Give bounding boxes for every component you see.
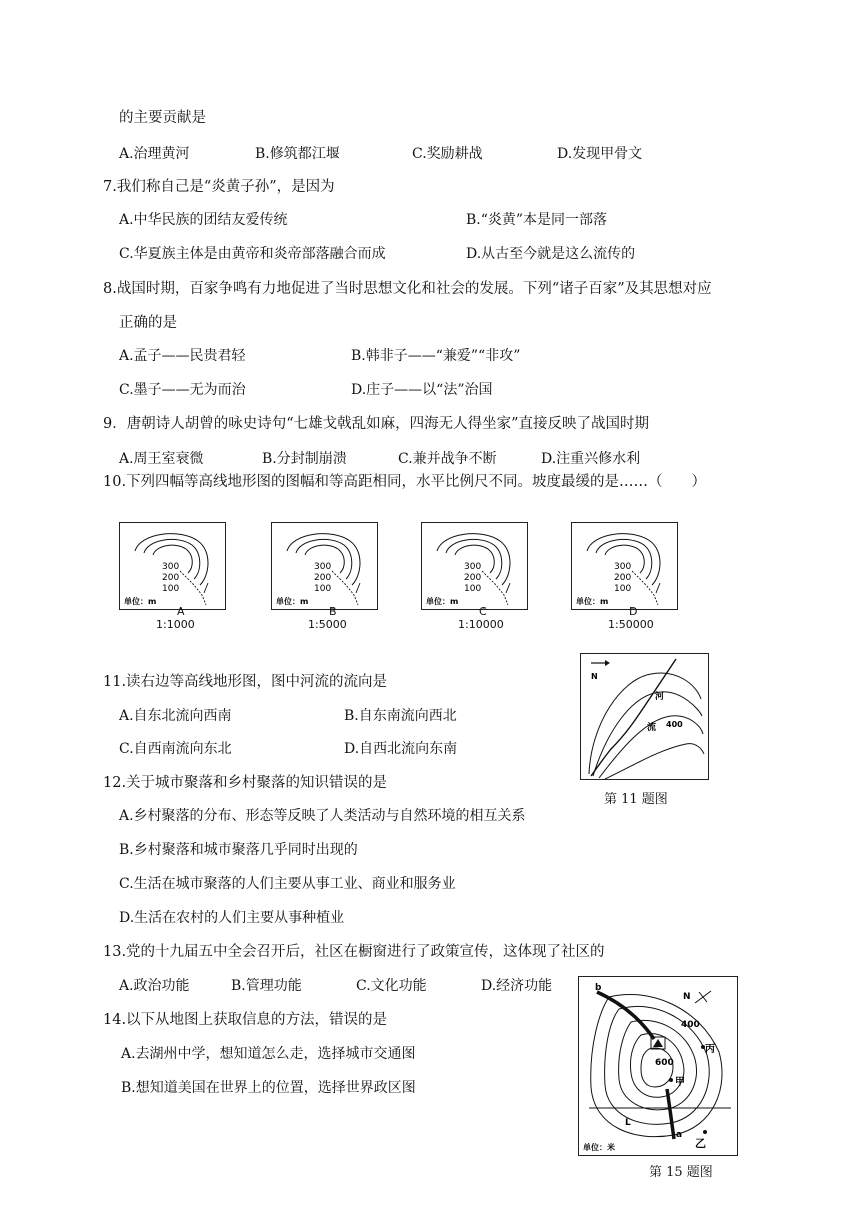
q10-map-a — [119, 522, 226, 610]
q15-contour-400: 400 — [681, 1020, 700, 1030]
q9-option-c: C.兼并战争不断 — [398, 451, 497, 467]
q11-option-c: C.自西南流向东北 — [119, 741, 232, 757]
q8-stem-line2: 正确的是 — [119, 315, 177, 331]
q10-map-letter-a: A — [177, 605, 185, 618]
q6-option-d: D.发现甲骨文 — [557, 146, 643, 162]
q11-figure-caption: 第 11 题图 — [604, 792, 668, 807]
q10-contour-200: 200 — [464, 573, 482, 583]
q8-option-c: C.墨子——无为而治 — [119, 382, 246, 398]
q10-map-letter-d: D — [629, 605, 638, 618]
q6-option-a: A.治理黄河 — [119, 146, 190, 162]
q15-contour-600: 600 — [655, 1058, 674, 1068]
q6-option-c: C.奖励耕战 — [412, 146, 483, 162]
q11-map — [580, 653, 709, 780]
q15-north-label: N — [683, 992, 691, 1002]
q10-contour-300: 300 — [314, 562, 332, 572]
q10-contour-200: 200 — [314, 573, 332, 583]
q10-contour-100: 100 — [614, 584, 632, 594]
q7-option-b: B.“炎黄”本是同一部落 — [466, 212, 608, 228]
q10-unit-label: 单位：m — [124, 597, 157, 606]
q10-map-scale-b: 1:5000 — [308, 618, 347, 631]
q15-map — [578, 976, 738, 1156]
q9-option-b: B.分封制崩溃 — [262, 451, 347, 467]
q13-stem: 13.党的十九届五中全会召开后，社区在橱窗进行了政策宣传，这体现了社区的 — [103, 944, 605, 960]
q11-option-a: A.自东北流向西南 — [119, 708, 232, 724]
q10-map-b — [271, 522, 378, 610]
q14-stem: 14.以下从地图上获取信息的方法，错误的是 — [103, 1012, 388, 1028]
q9-option-a: A.周王室衰微 — [119, 451, 204, 467]
q13-option-c: C.文化功能 — [356, 978, 427, 994]
q11-option-b: B.自东南流向西北 — [344, 708, 457, 724]
q14-option-b: B.想知道美国在世界上的位置，选择世界政区图 — [121, 1080, 416, 1096]
q13-option-d: D.经济功能 — [481, 978, 553, 994]
q12-option-c: C.生活在城市聚落的人们主要从事工业、商业和服务业 — [119, 876, 456, 892]
q10-unit-label: 单位：m — [426, 597, 459, 606]
q10-map-scale-d: 1:50000 — [608, 618, 654, 631]
q10-map-scale-a: 1:1000 — [156, 618, 195, 631]
q10-contour-300: 300 — [614, 562, 632, 572]
q11-stem: 11.读右边等高线地形图，图中河流的流向是 — [103, 674, 388, 690]
q10-map-letter-c: C — [479, 605, 487, 618]
q6-option-b: B.修筑都江堰 — [255, 146, 340, 162]
q7-option-c: C.华夏族主体是由黄帝和炎帝部落融合而成 — [119, 246, 386, 262]
q10-map-scale-c: 1:10000 — [458, 618, 504, 631]
q10-unit-label: 单位：m — [276, 597, 309, 606]
q6-stem-tail: 的主要贡献是 — [119, 110, 206, 126]
q15-label-jia: 甲 — [675, 1077, 685, 1088]
q11-north-label: N — [591, 672, 598, 681]
q15-label-L: L — [625, 1118, 631, 1128]
q10-map-c — [421, 522, 528, 610]
q10-contour-300: 300 — [162, 562, 180, 572]
q15-unit-label: 单位：米 — [583, 1143, 615, 1152]
q12-stem: 12.关于城市聚落和乡村聚落的知识错误的是 — [103, 775, 388, 791]
q10-map-d — [571, 522, 678, 610]
q8-option-d: D.庄子——以“法”治国 — [351, 382, 493, 398]
q10-unit-label: 单位：m — [576, 597, 609, 606]
q8-option-a: A.孟子——民贵君轻 — [119, 348, 246, 364]
q8-stem-line1: 8.战国时期，百家争鸣有力地促进了当时思想文化和社会的发展。下列“诸子百家”及其思想对应 — [103, 281, 712, 297]
q10-contour-200: 200 — [614, 573, 632, 583]
q11-contour-400: 400 — [666, 720, 683, 729]
q7-option-a: A.中华民族的团结友爱传统 — [119, 212, 288, 228]
q11-river-label-2: 流 — [647, 723, 657, 733]
q15-label-bing: 丙 — [705, 1044, 715, 1055]
q8-option-b: B.韩非子——“兼爱”“非攻” — [351, 348, 521, 364]
q7-option-d: D.从古至今就是这么流传的 — [466, 246, 636, 262]
q15-label-yi: 乙 — [695, 1137, 706, 1150]
q10-map-letter-b: B — [329, 605, 337, 618]
q14-option-a: A.去湖州中学，想知道怎么走，选择城市交通图 — [121, 1046, 416, 1062]
q13-option-b: B.管理功能 — [231, 978, 302, 994]
q13-option-a: A.政治功能 — [119, 978, 190, 994]
q9-stem: 9．唐朝诗人胡曾的咏史诗句“七雄戈戟乱如麻，四海无人得坐家”直接反映了战国时期 — [103, 416, 650, 432]
q15-label-b: b — [595, 983, 602, 993]
q15-label-a: a — [676, 1130, 683, 1140]
q9-option-d: D.注重兴修水利 — [541, 451, 641, 467]
q12-option-a: A.乡村聚落的分布、形态等反映了人类活动与自然环境的相互关系 — [119, 808, 526, 824]
q10-contour-100: 100 — [464, 584, 482, 594]
q10-contour-200: 200 — [162, 573, 180, 583]
q10-stem: 10.下列四幅等高线地形图的图幅和等高距相同，水平比例尺不同。坡度最缓的是……（ ） — [103, 474, 707, 490]
q12-option-d: D.生活在农村的人们主要从事种植业 — [119, 910, 345, 926]
q10-contour-300: 300 — [464, 562, 482, 572]
q12-option-b: B.乡村聚落和城市聚落几乎同时出现的 — [119, 842, 358, 858]
q10-contour-100: 100 — [314, 584, 332, 594]
q10-contour-100: 100 — [162, 584, 180, 594]
q15-figure-caption: 第 15 题图 — [649, 1165, 713, 1180]
q11-option-d: D.自西北流向东南 — [344, 741, 458, 757]
q7-stem: 7.我们称自己是“炎黄子孙”，是因为 — [103, 179, 335, 195]
q11-river-label-1: 河 — [655, 692, 665, 702]
